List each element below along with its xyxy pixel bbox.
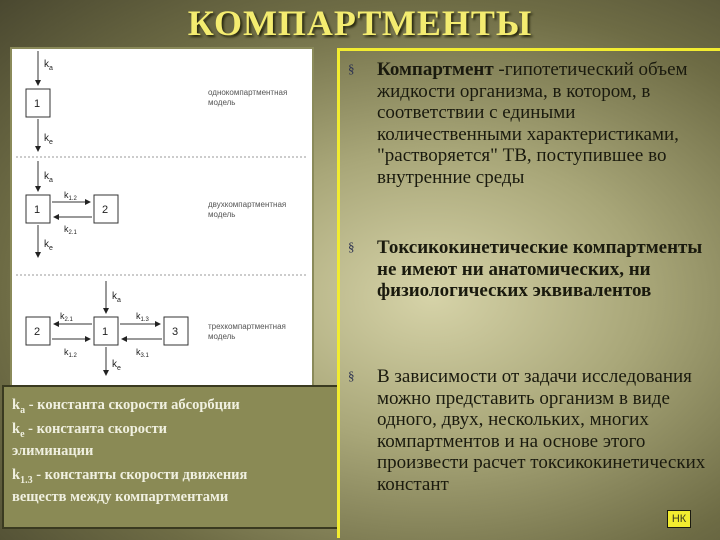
svg-text:k2.1: $k_{2.1}$ xyxy=(60,311,73,323)
legend-box xyxy=(2,385,339,529)
slide-title: КОМПАРТМЕНТЫ xyxy=(187,3,533,43)
svg-text:3: 3 xyxy=(172,326,179,338)
svg-text:двухкомпартментная: двухкомпартментная xyxy=(208,200,287,209)
svg-text:ka: $k_a$ xyxy=(44,171,53,184)
legend-line-k13: $k_{1.3}$ - константы скорости движения xyxy=(12,467,248,486)
bullets-panel xyxy=(337,48,720,538)
two-compartment-model xyxy=(16,161,308,275)
bullet-mark: § xyxy=(348,239,355,254)
svg-text:1: 1 xyxy=(102,326,109,338)
svg-text:ke: $k_e$ xyxy=(112,359,121,372)
bullet-1-lead: Компартмент xyxy=(377,59,494,80)
bullet-1-text: -гипотетический объем жидкости организма, в котором, в соответствии с едиными количественными характеристиками, "растворяется" ТВ, поступившее во внутренние среды xyxy=(377,59,688,188)
svg-text:1: 1 xyxy=(34,204,41,216)
compartment-diagram xyxy=(10,47,314,387)
svg-text:трехкомпартментная: трехкомпартментная xyxy=(208,322,286,331)
one-compartment-model xyxy=(16,51,308,157)
svg-text:k1.3: $k_{1.3}$ xyxy=(136,311,149,323)
compartment-models-svg xyxy=(12,49,312,385)
svg-text:однокомпартментная: однокомпартментная xyxy=(208,88,288,97)
svg-text:k1.2: $k_{1.2}$ xyxy=(64,190,77,202)
svg-text:2: 2 xyxy=(34,326,41,338)
svg-text:ka: $k_a$ xyxy=(44,59,53,72)
svg-text:2: 2 xyxy=(102,204,109,216)
svg-text:k3.1: $k_{3.1}$ xyxy=(136,347,149,359)
svg-text:ka: $k_a$ xyxy=(112,291,121,304)
svg-text:1: 1 xyxy=(34,98,41,110)
svg-text:ke: $k_e$ xyxy=(44,239,53,252)
three-compartment-model xyxy=(26,281,286,375)
bullet-3-text: В зависимости от задачи исследования можно представить организм в виде одного, двух, нескольких, многих компартментов и на основе этого произвести расчет токсикокинетических констант xyxy=(377,366,706,495)
legend-line-ka: $k_a$ - константа скорости абсорбции xyxy=(12,397,240,416)
svg-text:модель: модель xyxy=(208,210,236,219)
one-ka-label: k xyxy=(44,59,49,70)
svg-text:k1.2: $k_{1.2}$ xyxy=(64,347,77,359)
legend-line-elimination: элиминации xyxy=(12,443,94,459)
nav-home-button[interactable]: НК xyxy=(667,510,691,528)
svg-text:k2.1: $k_{2.1}$ xyxy=(64,224,77,236)
bullet-mark: § xyxy=(348,368,355,383)
svg-text:модель: модель xyxy=(208,332,236,341)
bullet-mark: § xyxy=(348,61,355,76)
legend-line-between: веществ между компартментами xyxy=(12,489,229,505)
svg-text:ke: $k_e$ xyxy=(44,133,53,146)
legend-line-ke: $k_e$ - константа скорости xyxy=(12,421,167,440)
svg-text:модель: модель xyxy=(208,98,236,107)
bullet-2-text: Токсикокинетические компартменты не имеют ни анатомических, ни физиологических эквивалентов xyxy=(377,237,703,301)
